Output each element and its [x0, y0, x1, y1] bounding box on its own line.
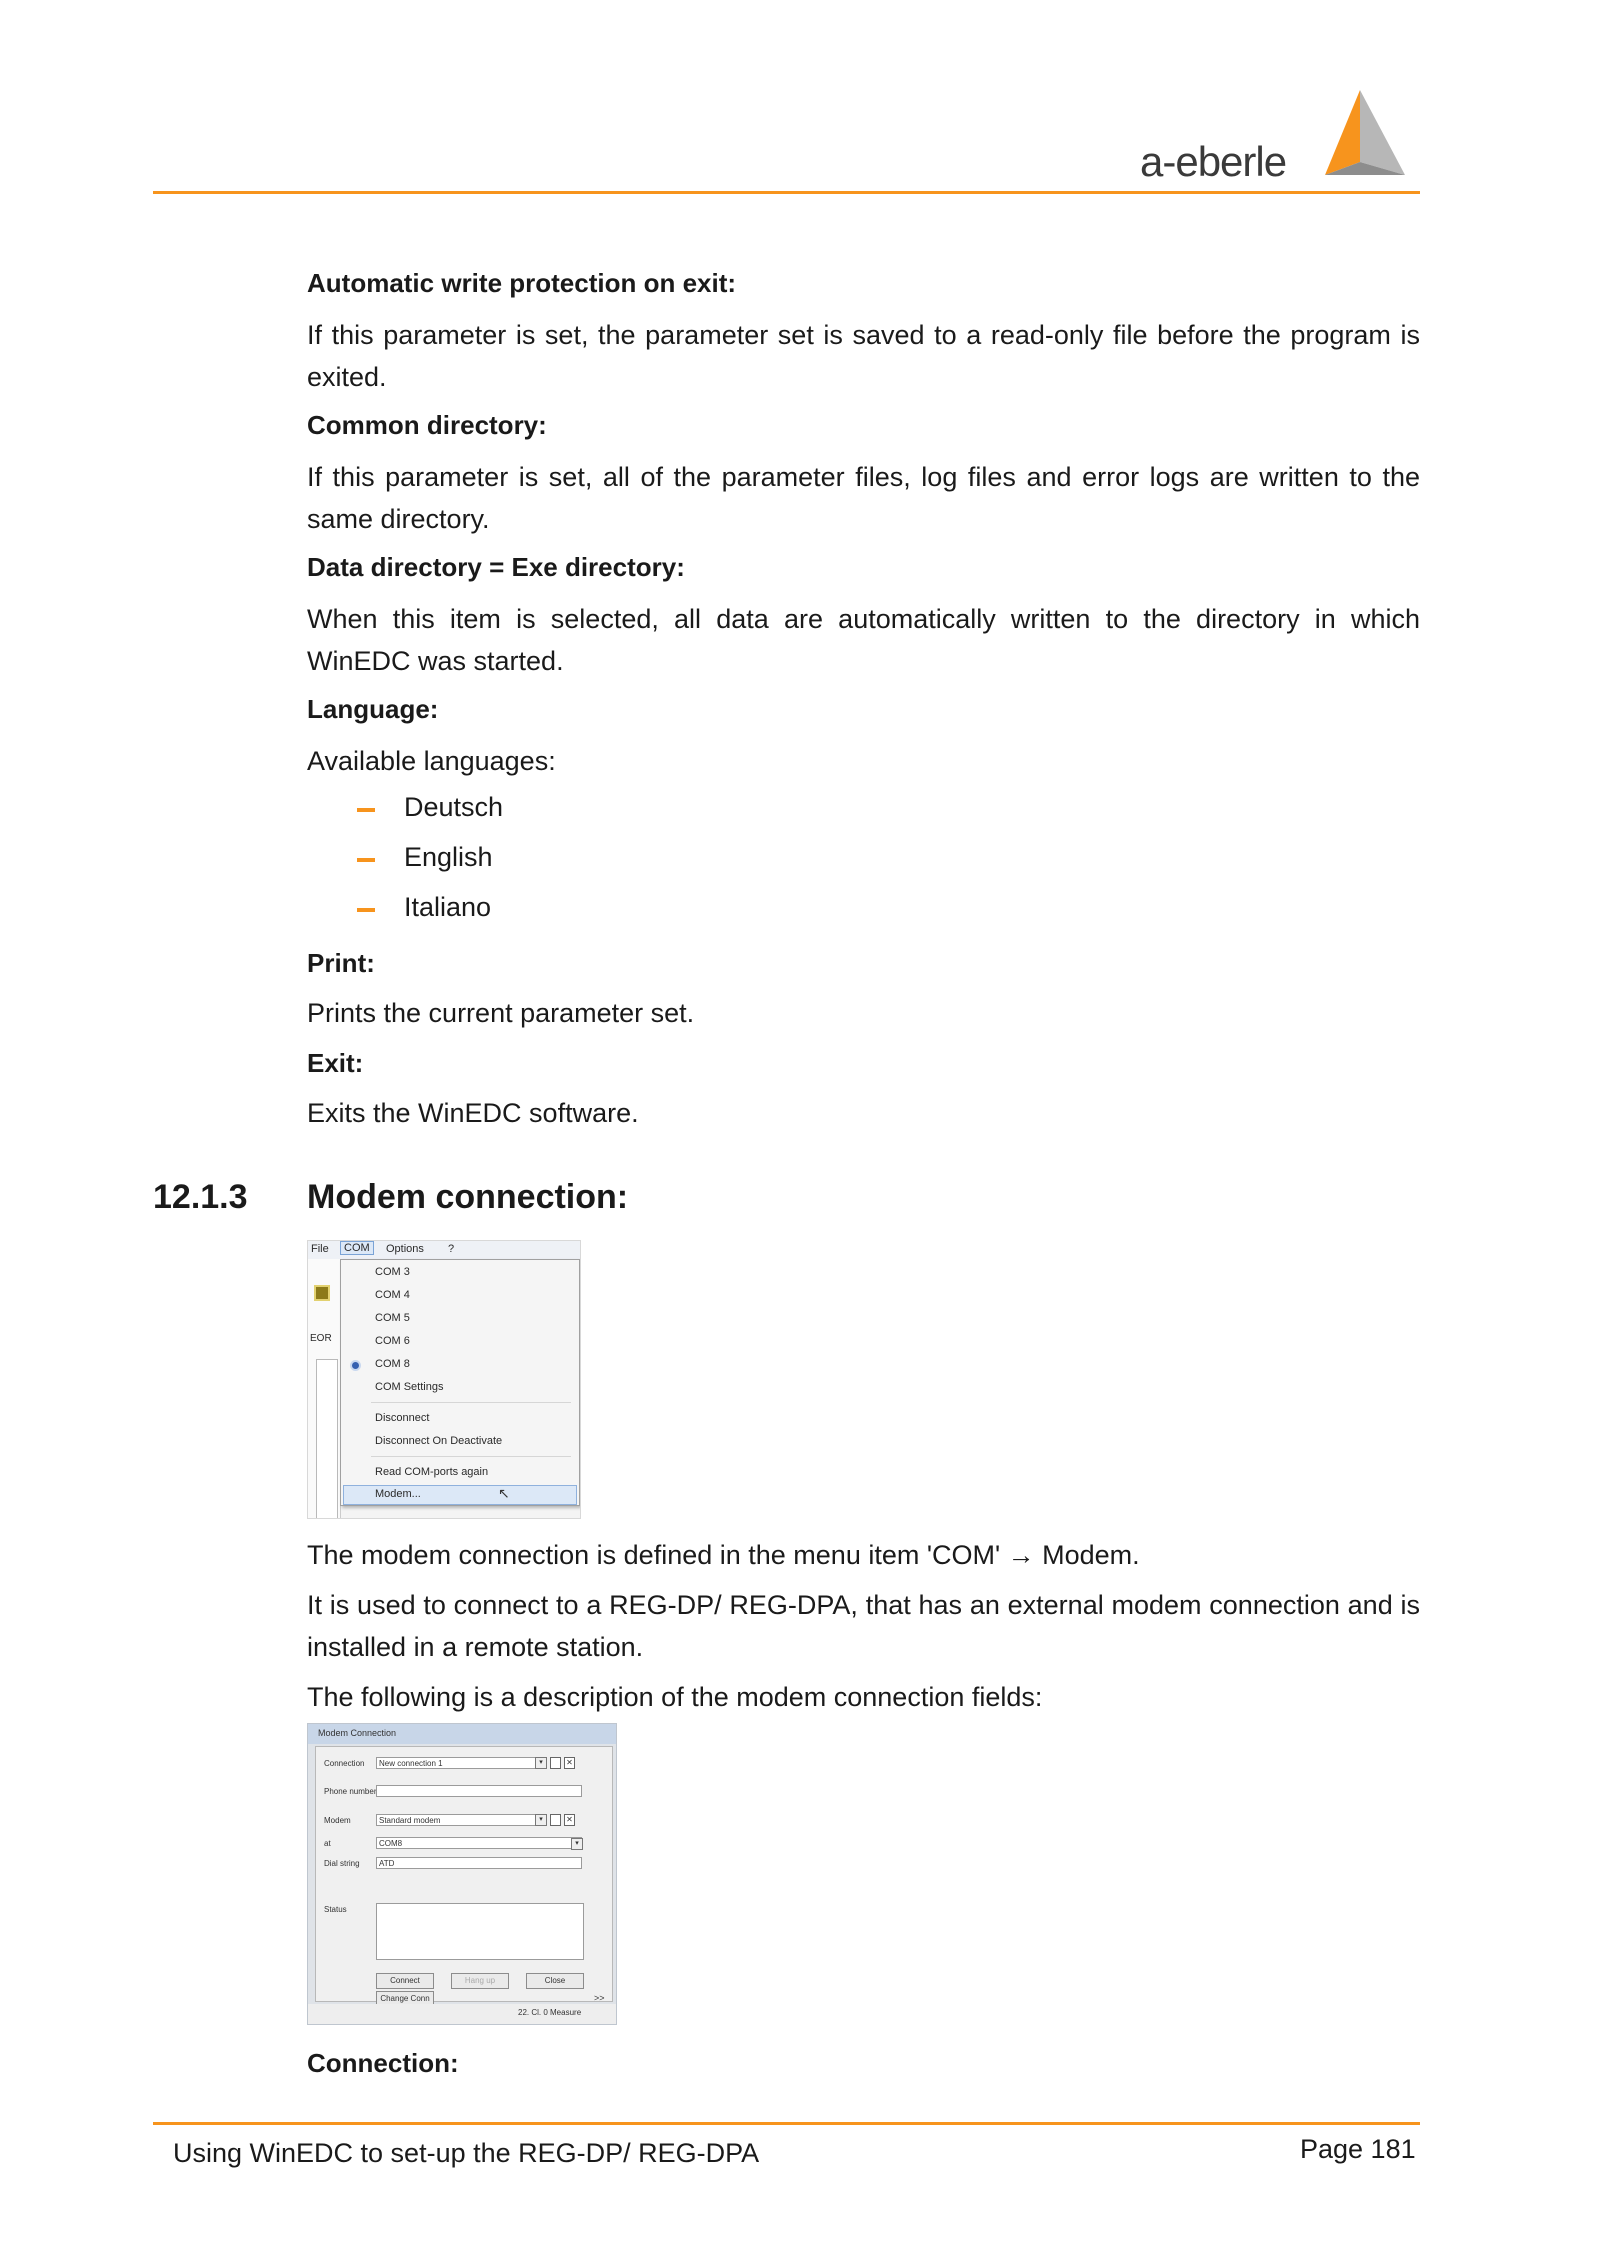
menu-item-disconnect-on-deactivate[interactable]: Disconnect On Deactivate [375, 1435, 503, 1447]
menu-item-disconnect[interactable]: Disconnect [375, 1412, 430, 1424]
heading-common-directory: Common directory: [307, 410, 547, 440]
status-bar [308, 2004, 616, 2024]
left-panel [308, 1259, 341, 1519]
heading-print: Print: [307, 948, 375, 978]
label-modem: Modem [324, 1816, 351, 1825]
heading-connection: Connection: [307, 2048, 459, 2078]
page-number: Page 181 [1300, 2134, 1416, 2164]
dialog-body [315, 1746, 613, 2002]
text-auto-write-protection: If this parameter is set, the parameter set is saved to a read-only file before the program is exited. [307, 320, 1420, 392]
change-conn-button[interactable]: Change Conn [376, 1991, 434, 2007]
heading-language: Language: [307, 694, 439, 724]
menu-separator [371, 1456, 571, 1457]
bullet-dash [357, 908, 375, 912]
chevron-down-icon[interactable]: ▾ [571, 1838, 583, 1850]
menu-item-com3[interactable]: COM 3 [375, 1266, 410, 1278]
menu-separator [371, 1402, 571, 1403]
modem-dialog-screenshot [307, 1723, 617, 2025]
menu-item-com6[interactable]: COM 6 [375, 1335, 410, 1347]
menu-options[interactable]: Options [386, 1243, 424, 1255]
phone-number-field[interactable] [376, 1785, 582, 1797]
text-exit: Exits the WinEDC software. [307, 1098, 639, 1128]
menu-item-com-settings[interactable]: COM Settings [375, 1381, 444, 1393]
text-common-directory: If this parameter is set, all of the parameter files, log files and error logs are written to the same directory. [307, 462, 1420, 534]
menu-item-read-com-ports[interactable]: Read COM-ports again [375, 1466, 489, 1478]
dial-string-field[interactable]: ATD [376, 1857, 582, 1869]
eor-label: EOR [310, 1333, 332, 1344]
chevron-down-icon[interactable]: ▾ [535, 1814, 547, 1826]
com-dropdown-menu [340, 1259, 580, 1506]
text-language: Available languages: [307, 746, 556, 776]
close-button[interactable]: Close [526, 1973, 584, 1989]
dialog-title: Modem Connection [318, 1728, 397, 1738]
status-bar-text: 22. Cl. 0 Measure [518, 2008, 582, 2017]
status-box [376, 1903, 584, 1960]
label-status: Status [324, 1905, 347, 1914]
tree-view[interactable] [316, 1359, 338, 1519]
text-modem-defined: The modem connection is defined in the menu item 'COM' → Modem. [307, 1540, 1140, 1570]
heading-exit: Exit: [307, 1048, 364, 1078]
section-number: 12.1.3 [153, 1178, 248, 1216]
heading-auto-write-protection: Automatic write protection on exit: [307, 268, 737, 298]
connect-button[interactable]: Connect [376, 1973, 434, 1989]
label-at: at [324, 1839, 331, 1848]
label-phone-number: Phone number [324, 1787, 377, 1796]
menu-item-com8[interactable]: COM 8 [375, 1358, 410, 1370]
modem-select[interactable]: Standard modem [376, 1814, 546, 1826]
selected-radio-icon [350, 1360, 361, 1371]
mouse-cursor-icon: ↖ [498, 1485, 510, 1501]
label-connection: Connection [324, 1759, 365, 1768]
chevron-down-icon[interactable]: ▾ [535, 1757, 547, 1769]
language-item: Deutsch [404, 792, 504, 822]
connection-select[interactable]: New connection 1 [376, 1757, 546, 1769]
close-icon[interactable]: ✕ [564, 1757, 575, 1769]
logo-triangle-icon [1310, 90, 1410, 180]
menu-help[interactable]: ? [448, 1243, 455, 1255]
language-item: Italiano [404, 892, 492, 922]
expand-button[interactable]: >> [594, 1993, 605, 2003]
heading-data-directory: Data directory = Exe directory: [307, 552, 685, 582]
new-icon[interactable] [550, 1814, 561, 1826]
header-rule [153, 191, 1420, 194]
menu-bar [308, 1241, 580, 1259]
footer-rule [153, 2122, 1420, 2125]
footer-title: Using WinEDC to set-up the REG-DP/ REG-DPA [173, 2138, 760, 2168]
text-modem-fields-intro: The following is a description of the modem connection fields: [307, 1682, 1043, 1712]
menu-item-com4[interactable]: COM 4 [375, 1289, 410, 1301]
menu-item-modem[interactable]: Modem... [375, 1488, 421, 1500]
text-modem-usage: It is used to connect to a REG-DP/ REG-DPA, that has an external modem connection and is installed in a remote station. [307, 1590, 1420, 1662]
language-item: English [404, 842, 493, 872]
bullet-dash [357, 858, 375, 862]
label-dial-string: Dial string [324, 1859, 360, 1868]
port-select[interactable]: COM8 [376, 1837, 582, 1849]
close-icon[interactable]: ✕ [564, 1814, 575, 1826]
new-icon[interactable] [550, 1757, 561, 1769]
text-print: Prints the current parameter set. [307, 998, 695, 1028]
dialog-titlebar [308, 1724, 616, 1744]
menu-file[interactable]: File [311, 1243, 329, 1255]
section-title: Modem connection: [307, 1178, 629, 1216]
logo-text: a-eberle [1140, 138, 1287, 185]
company-logo [1140, 90, 1410, 185]
toolbar-icon[interactable] [314, 1285, 330, 1301]
bullet-dash [357, 808, 375, 812]
menu-com[interactable]: COM [340, 1241, 374, 1255]
menu-item-com5[interactable]: COM 5 [375, 1312, 410, 1324]
hang-up-button[interactable]: Hang up [451, 1973, 509, 1989]
text-data-directory: When this item is selected, all data are automatically written to the directory in which WinEDC was started. [307, 604, 1420, 676]
com-menu-screenshot [307, 1240, 581, 1519]
